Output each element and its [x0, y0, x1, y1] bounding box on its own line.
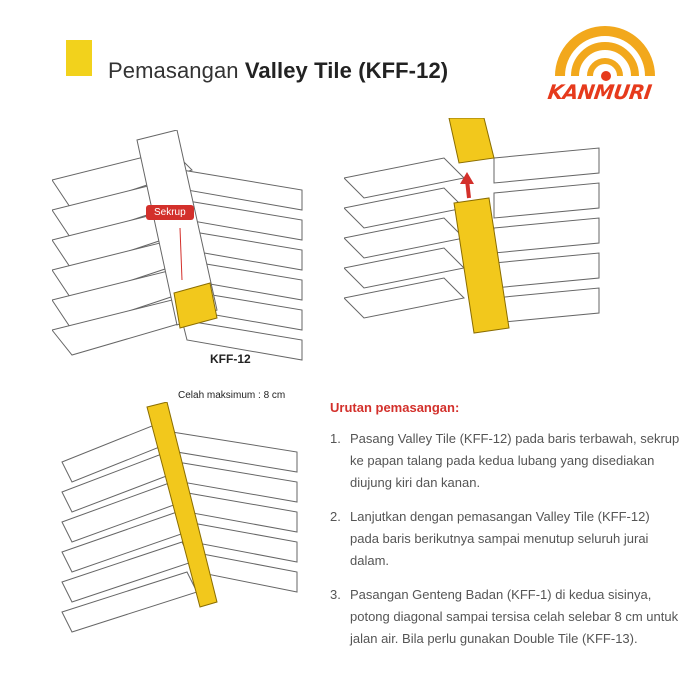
- figure-valley-complete: [52, 402, 302, 664]
- gap-label: Celah maksimum : 8 cm: [178, 390, 286, 401]
- accent-square: [66, 40, 92, 76]
- step-item: 1. Pasang Valley Tile (KFF-12) pada baris terbawah, sekrup ke papan talang pada kedua lubang yang disediakan diujung kiri dan kanan.: [330, 431, 680, 490]
- step-item: 2. Lanjutkan dengan pemasangan Valley Tile (KFF-12) pada baris berikutnya sampai menutup seluruh jurai dalam.: [330, 509, 650, 568]
- figure-valley-first-row: [52, 130, 308, 370]
- figure-valley-next-row: [344, 118, 606, 350]
- instruction-steps: [330, 428, 680, 662]
- instructions-heading: Urutan pemasangan:: [330, 400, 460, 415]
- sekrup-callout: Sekrup: [146, 205, 194, 220]
- kff-12-label: KFF-12: [210, 352, 251, 366]
- page-title: Pemasangan Valley Tile (KFF-12): [108, 58, 449, 83]
- step-item: 3. Pasangan Genteng Badan (KFF-1) di kedua sisinya, potong diagonal sampai tersisa celah selebar 8 cm untuk jalan air. Bila perlu gunakan Double Tile (KFF-13).: [330, 587, 679, 646]
- logo-text: KANMURI: [546, 80, 653, 104]
